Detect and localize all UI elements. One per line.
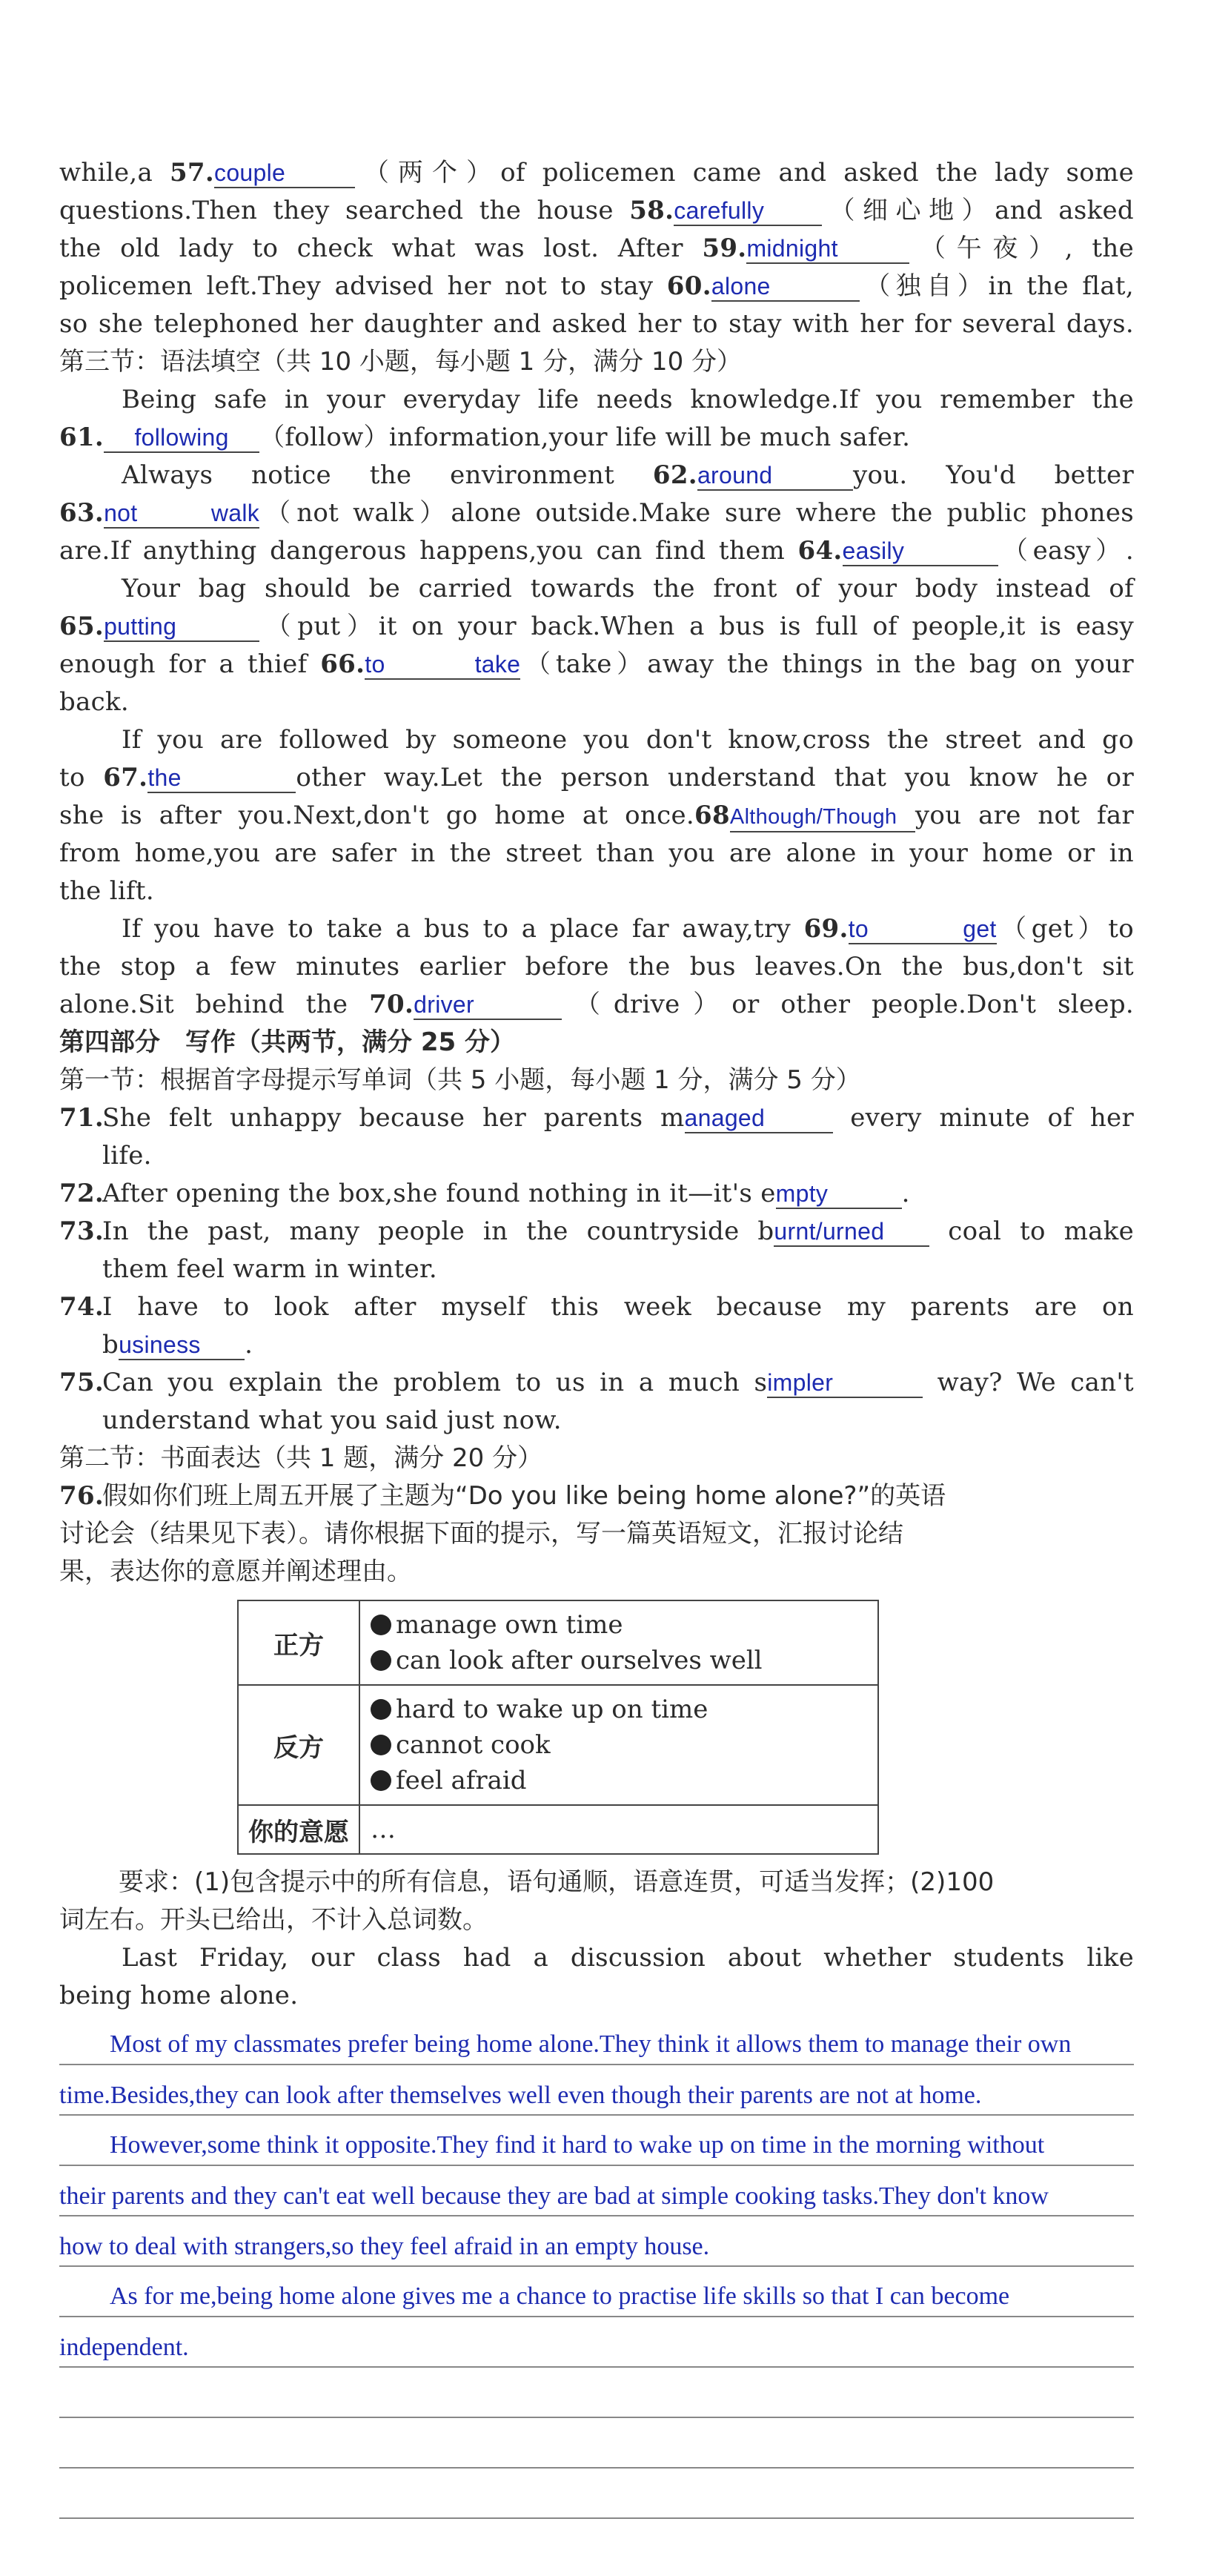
essay-line: how to deal with strangers,so they feel afraid in an empty house. [59, 2216, 1134, 2267]
text-line: the old lady to check what was lost. After 59.midnight （午夜）, the [59, 234, 1135, 263]
question-71: 71. She felt unhappy because her parents managed every minute of her life. [59, 1103, 1135, 1171]
answer-60: alone [711, 272, 860, 302]
part4-title: 第四部分 写作（共两节，满分 25 分） [59, 1027, 515, 1057]
text-line: Being safe in your everyday life needs knowledge.If you remember the [122, 385, 1134, 414]
text-line: Your bag should be carried towards the front of your body instead of [122, 574, 1134, 603]
text-line: policemen left.They advised her not to stay 60.alone （独自）in the flat, [59, 271, 1134, 301]
text-line: 65.putting （put）it on your back.When a bus is full of people,it is easy [59, 612, 1134, 641]
answer-71: anaged [685, 1104, 833, 1133]
bullet-icon [371, 1650, 391, 1671]
requirements-line: 词左右。开头已给出，不计入总词数。 [59, 1905, 488, 1935]
answer-62: around [697, 461, 853, 491]
essay-line: their parents and they can't eat well because they are bad at simple cooking tasks.They don't know [59, 2166, 1134, 2216]
con-label: 反方 [238, 1685, 359, 1805]
answer-74: usiness [119, 1331, 245, 1360]
question-72: 72. After opening the box,she found nothing in it—it's empty . [59, 1179, 910, 1208]
con-cell: hard to wake up on time cannot cook feel afraid [359, 1685, 878, 1805]
text-line: Always notice the environment 62.around you. You'd better [122, 460, 1135, 490]
answer-63: not walk [104, 499, 259, 529]
text-line: If you are followed by someone you don't know,cross the street and go [122, 725, 1134, 755]
text-line: alone.Sit behind the 70.driver （drive）or other people.Don't sleep. [59, 990, 1135, 1019]
part4-sec2-title: 第二节：书面表达（共 1 题，满分 20 分） [59, 1443, 543, 1473]
text-line: to 67.the other way.Let the person understand that you know he or [59, 763, 1135, 792]
answer-59: midnight [746, 234, 909, 264]
text-line: 61. following （follow）information,your life will be much safer. [59, 423, 911, 452]
question-76: 76. 假如你们班上周五开展了主题为“Do you like being home alone?”的英语 [59, 1481, 946, 1511]
essay-answer-area [59, 2015, 1134, 2519]
essay-opening: Last Friday, our class had a discussion about whether students like [122, 1943, 1134, 1973]
text-line: 讨论会（结果见下表）。请你根据下面的提示，写一篇英语短文，汇报讨论结 [59, 1519, 903, 1549]
answer-72: mpty [776, 1179, 902, 1209]
pro-label: 正方 [238, 1600, 359, 1685]
text-line: the stop a few minutes earlier before the bus leaves.On the bus,don't sit [59, 952, 1134, 981]
essay-line: However,some think it opposite.They find it hard to wake up on time in the morning without [59, 2116, 1134, 2166]
essay-line: Most of my classmates prefer being home alone.They think it allows them to manage their own [59, 2015, 1134, 2065]
text-line: while,a 57.couple （两个）of policemen came and asked the lady some [59, 158, 1134, 188]
question-75: 75. Can you explain the problem to us in a much simpler way? We can't understand what you said just now. [59, 1368, 1135, 1435]
answer-64: easily [843, 537, 998, 566]
text-line: are.If anything dangerous happens,you can find them 64.easily （easy）. [59, 536, 1134, 566]
answer-65: putting [104, 612, 259, 642]
requirements-line: 要求：(1)包含提示中的所有信息，语句通顺，语意连贯，可适当发挥；(2)100 [119, 1867, 995, 1897]
worksheet-page [59, 154, 1134, 2519]
question-73: 73. In the past, many people in the countryside burnt/urned coal to make them feel warm in winter. [59, 1216, 1134, 1284]
text-line: from home,you are safer in the street than you are alone in your home or in [59, 838, 1134, 868]
text-line: the lift. [59, 876, 154, 906]
essay-opening: being home alone. [59, 1981, 299, 2010]
section3-title: 第三节：语法填空（共 10 小题，每小题 1 分，满分 10 分） [59, 347, 743, 377]
bullet-icon [371, 1699, 391, 1720]
question-74: 74. I have to look after myself this week because my parents are on business . [59, 1292, 1134, 1360]
text-line: so she telephoned her daughter and asked her to stay with her for several days. [59, 309, 1134, 339]
essay-line: independent. [59, 2317, 1134, 2368]
essay-line [59, 2368, 1134, 2418]
bullet-icon [371, 1735, 391, 1755]
text-line: 果，表达你的意愿并阐述理由。 [59, 1557, 412, 1586]
answer-73: urnt/urned [774, 1217, 929, 1247]
discussion-table [237, 1600, 879, 1855]
bullet-icon [371, 1770, 391, 1791]
mine-label: 你的意愿 [238, 1805, 359, 1854]
part4-sec1-title: 第一节：根据首字母提示写单词（共 5 小题，每小题 1 分，满分 5 分） [59, 1065, 861, 1095]
answer-58: carefully [674, 196, 822, 226]
essay-line [59, 2469, 1134, 2519]
answer-66: to take [365, 650, 520, 680]
answer-57: couple [214, 159, 355, 188]
essay-line [59, 2418, 1134, 2469]
answer-69: to get [849, 915, 997, 944]
text-line: questions.Then they searched the house 58.carefully （细心地）and asked [59, 196, 1134, 225]
essay-line: As for me,being home alone gives me a chance to practise life skills so that I can become [59, 2267, 1134, 2317]
text-line: 63.not walk（not walk）alone outside.Make sure where the public phones [59, 498, 1134, 528]
answer-61: following [104, 423, 259, 453]
answer-67: the [147, 764, 296, 793]
answer-75: impler [767, 1368, 923, 1398]
text-line: back. [59, 687, 129, 717]
essay-line: time.Besides,they can look after themselves well even though their parents are not at home. [59, 2065, 1134, 2116]
text-line: enough for a thief 66.to take（take）away the things in the bag on your [59, 649, 1134, 679]
answer-68: Although/Though [730, 803, 915, 832]
answer-70: driver [414, 990, 562, 1020]
bullet-icon [371, 1615, 391, 1635]
text-line: If you have to take a bus to a place far away,try 69.to get（get）to [122, 914, 1134, 944]
text-line: she is after you.Next,don't go home at once.68Although/Though you are not far [59, 797, 1134, 835]
mine-cell: … [359, 1805, 878, 1854]
pro-cell: manage own time can look after ourselves well [359, 1600, 878, 1685]
